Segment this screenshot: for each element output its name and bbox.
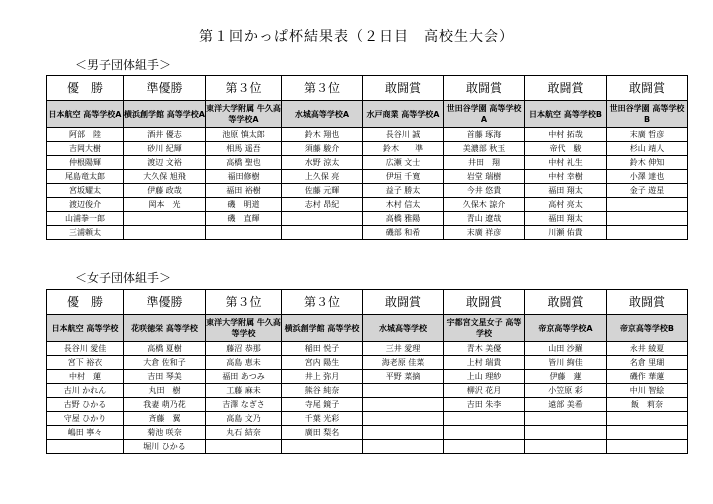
rank-cell: 第３位	[206, 290, 282, 315]
rank-cell: 準優勝	[124, 76, 206, 101]
school-name-cell: 日本航空 高等学校	[47, 315, 124, 342]
player-name-cell: 皆川 絢佳	[525, 356, 607, 370]
player-name-cell: 長谷川 愛佳	[47, 342, 124, 356]
player-name-cell: 高橋 夏樹	[124, 342, 206, 356]
player-name-cell: 寺尾 鏡子	[282, 398, 363, 412]
player-name-cell: 三浦頼太	[47, 226, 124, 240]
player-name-cell: 池原 慎太郎	[206, 128, 282, 142]
player-row	[47, 156, 688, 170]
player-name-cell: 中川 智絵	[607, 384, 688, 398]
player-name-cell: 丸石 結奈	[206, 426, 282, 440]
player-name-cell: 小笠原 彩	[525, 384, 607, 398]
player-name-cell: 吉田 朱李	[444, 398, 525, 412]
player-name-cell: 上久保 亮	[282, 170, 363, 184]
player-name-cell	[363, 398, 444, 412]
player-name-cell	[206, 440, 282, 454]
player-name-cell: 青山 遼哉	[444, 212, 525, 226]
player-name-cell: 伊藤 政哉	[124, 184, 206, 198]
player-name-cell: 吉澤 なぎさ	[206, 398, 282, 412]
player-row	[47, 370, 688, 384]
player-name-cell: 首藤 琢海	[444, 128, 525, 142]
player-name-cell: 伊垣 千寛	[363, 170, 444, 184]
player-name-cell: 古野 ひかる	[47, 398, 124, 412]
school-name-cell: 水城高等学校A	[282, 101, 363, 128]
player-name-cell	[282, 440, 363, 454]
rank-cell: 優 勝	[47, 290, 124, 315]
player-name-cell: 渡辺俊介	[47, 198, 124, 212]
player-name-cell	[607, 198, 688, 212]
player-name-cell: 宮下 裕衣	[47, 356, 124, 370]
player-name-cell: 丸田 樹	[124, 384, 206, 398]
player-name-cell: 磯 明道	[206, 198, 282, 212]
female-results-table	[46, 289, 688, 454]
rank-cell: 敢闘賞	[607, 76, 688, 101]
school-name-cell: 帝京高等学校A	[525, 315, 607, 342]
player-name-cell	[607, 426, 688, 440]
player-name-cell: 福田 あつみ	[206, 370, 282, 384]
player-name-cell: 高橋 聖也	[206, 156, 282, 170]
page-title: 第１回かっぱ杯結果表（２日目 高校生大会）	[199, 29, 514, 45]
player-name-cell: 大倉 佐和子	[124, 356, 206, 370]
player-row	[47, 128, 688, 142]
player-name-cell	[444, 440, 525, 454]
player-name-cell	[47, 440, 124, 454]
player-name-cell: 井田 翔	[444, 156, 525, 170]
player-name-cell: 美濃部 秋玉	[444, 142, 525, 156]
player-name-cell	[525, 440, 607, 454]
player-name-cell: 上山 理紗	[444, 370, 525, 384]
player-name-cell: 小澤 達也	[607, 170, 688, 184]
player-name-cell: 廣田 梨名	[282, 426, 363, 440]
player-name-cell: 千葉 光彩	[282, 412, 363, 426]
player-name-cell: 金子 遊星	[607, 184, 688, 198]
school-name-cell: 日本航空 高等学校A	[47, 101, 124, 128]
player-name-cell	[444, 412, 525, 426]
player-name-cell: 工藤 麻未	[206, 384, 282, 398]
player-name-cell: 広瀬 文士	[363, 156, 444, 170]
rank-cell: 準優勝	[124, 290, 206, 315]
player-name-cell: 福田 翔太	[525, 184, 607, 198]
player-name-cell	[607, 440, 688, 454]
player-name-cell: 遠部 美希	[525, 398, 607, 412]
player-row	[47, 212, 688, 226]
rank-cell: 敢闘賞	[444, 290, 525, 315]
player-name-cell	[607, 212, 688, 226]
rank-cell: 第３位	[206, 76, 282, 101]
player-name-cell: 鈴木 伸知	[607, 156, 688, 170]
player-name-cell: 益子 勝太	[363, 184, 444, 198]
player-name-cell	[363, 426, 444, 440]
player-name-cell: 上村 瑞貴	[444, 356, 525, 370]
player-name-cell	[363, 384, 444, 398]
player-name-cell: 磯 直輝	[206, 212, 282, 226]
player-name-cell: 志村 昂紀	[282, 198, 363, 212]
player-name-cell: 中村 拓哉	[525, 128, 607, 142]
player-name-cell: 岩堂 瑞樹	[444, 170, 525, 184]
player-row	[47, 184, 688, 198]
player-name-cell: 嶋田 寧々	[47, 426, 124, 440]
school-name-cell: 東洋大学附属 牛久高等学校A	[206, 101, 282, 128]
player-name-cell: 相馬 遥吾	[206, 142, 282, 156]
player-name-cell: 我妻 萌乃花	[124, 398, 206, 412]
player-name-cell: 吉田 琴美	[124, 370, 206, 384]
player-name-cell: 海老原 佳菜	[363, 356, 444, 370]
player-name-cell: 吉岡大樹	[47, 142, 124, 156]
player-name-cell: 木村 信太	[363, 198, 444, 212]
school-name-cell: 日本航空 高等学校B	[525, 101, 607, 128]
player-name-cell: 永井 綾夏	[607, 342, 688, 356]
player-name-cell: 斉藤 翼	[124, 412, 206, 426]
player-row	[47, 342, 688, 356]
player-name-cell	[124, 226, 206, 240]
school-name-cell: 水戸商業 高等学校A	[363, 101, 444, 128]
school-name-cell: 宇都宮文星女子 高等学校	[444, 315, 525, 342]
player-name-cell: 高橋 雅陽	[363, 212, 444, 226]
school-row	[47, 101, 688, 128]
player-name-cell	[607, 412, 688, 426]
rank-cell: 第３位	[282, 290, 363, 315]
player-name-cell: 高村 亮太	[525, 198, 607, 212]
player-row	[47, 398, 688, 412]
player-name-cell: 青木 美優	[444, 342, 525, 356]
player-name-cell: 高島 恵未	[206, 356, 282, 370]
player-name-cell: 名倉 里瑚	[607, 356, 688, 370]
rank-cell: 敢闘賞	[363, 76, 444, 101]
player-name-cell	[363, 412, 444, 426]
player-name-cell: 水野 涼太	[282, 156, 363, 170]
player-name-cell: 伊藤 蓮	[525, 370, 607, 384]
player-name-cell: 鈴木 凖	[363, 142, 444, 156]
player-row	[47, 384, 688, 398]
school-name-cell: 水城高等学校	[363, 315, 444, 342]
player-name-cell: 末廣 哲彦	[607, 128, 688, 142]
school-name-cell: 世田谷学園 高等学校B	[607, 101, 688, 128]
rank-cell: 第３位	[282, 76, 363, 101]
player-name-cell: 藤沼 恭那	[206, 342, 282, 356]
player-row	[47, 170, 688, 184]
player-row	[47, 226, 688, 240]
player-name-cell: 磯作 華蓮	[607, 370, 688, 384]
rank-cell: 優 勝	[47, 76, 124, 101]
player-name-cell: 須藤 駿介	[282, 142, 363, 156]
player-name-cell: 久保木 諒介	[444, 198, 525, 212]
player-name-cell	[363, 440, 444, 454]
player-name-cell: 福田 翔太	[525, 212, 607, 226]
player-name-cell	[607, 226, 688, 240]
player-name-cell: 中村 蓮	[47, 370, 124, 384]
player-name-cell: 柳沢 花月	[444, 384, 525, 398]
player-name-cell	[206, 226, 282, 240]
player-name-cell: 中村 幸樹	[525, 170, 607, 184]
school-name-cell: 花咲徳栄 高等学校	[124, 315, 206, 342]
player-name-cell	[525, 412, 607, 426]
player-name-cell: 福田 裕樹	[206, 184, 282, 198]
player-name-cell: 山浦拳一郎	[47, 212, 124, 226]
school-name-cell: 帝京高等学校B	[607, 315, 688, 342]
rank-cell: 敢闘賞	[525, 76, 607, 101]
player-name-cell: 砂川 紀輝	[124, 142, 206, 156]
player-name-cell: 佐藤 元輝	[282, 184, 363, 198]
male-results-table	[46, 75, 688, 240]
player-name-cell: 大久保 旭飛	[124, 170, 206, 184]
male-team-kumite-heading: ＜男子団体組手＞	[75, 58, 172, 72]
player-name-cell: 長谷川 誠	[363, 128, 444, 142]
player-name-cell: 川瀬 佑貴	[525, 226, 607, 240]
player-name-cell: 古川 かれん	[47, 384, 124, 398]
player-name-cell	[444, 426, 525, 440]
player-name-cell: 岡本 光	[124, 198, 206, 212]
player-row	[47, 142, 688, 156]
rank-row	[47, 290, 688, 315]
player-name-cell: 山田 沙羅	[525, 342, 607, 356]
player-name-cell: 酒井 優志	[124, 128, 206, 142]
rank-cell: 敢闘賞	[444, 76, 525, 101]
player-row	[47, 412, 688, 426]
rank-cell: 敢闘賞	[607, 290, 688, 315]
school-name-cell: 東洋大学附属 牛久高等学校	[206, 315, 282, 342]
rank-cell: 敢闘賞	[525, 290, 607, 315]
player-row	[47, 356, 688, 370]
player-name-cell: 守屋 ひかり	[47, 412, 124, 426]
player-name-cell: 平野 菜摘	[363, 370, 444, 384]
player-name-cell	[124, 212, 206, 226]
school-name-cell: 世田谷学園 高等学校A	[444, 101, 525, 128]
player-name-cell: 鈴木 翔也	[282, 128, 363, 142]
player-name-cell: 仲根陽輝	[47, 156, 124, 170]
player-name-cell: 今井 悠貴	[444, 184, 525, 198]
player-name-cell: 稲田 悦子	[282, 342, 363, 356]
player-name-cell: 渡辺 文裕	[124, 156, 206, 170]
female-team-kumite-heading: ＜女子団体組手＞	[75, 271, 172, 285]
player-name-cell: 磯部 和希	[363, 226, 444, 240]
player-name-cell: 末廣 祥彦	[444, 226, 525, 240]
rank-cell: 敢闘賞	[363, 290, 444, 315]
player-name-cell: 菊池 咲奈	[124, 426, 206, 440]
player-name-cell: 帝代 駿	[525, 142, 607, 156]
player-name-cell: 堀川 ひかる	[124, 440, 206, 454]
player-name-cell: 飯 莉奈	[607, 398, 688, 412]
player-name-cell: 高島 文乃	[206, 412, 282, 426]
player-name-cell: 三井 愛理	[363, 342, 444, 356]
player-name-cell: 中村 礼生	[525, 156, 607, 170]
school-row	[47, 315, 688, 342]
rank-row	[47, 76, 688, 101]
player-name-cell: 宮内 陽生	[282, 356, 363, 370]
player-name-cell	[525, 426, 607, 440]
player-row	[47, 198, 688, 212]
school-name-cell: 横浜創学館 高等学校	[282, 315, 363, 342]
player-name-cell: 尾島竜太郎	[47, 170, 124, 184]
player-name-cell: 井上 弥月	[282, 370, 363, 384]
player-name-cell	[282, 226, 363, 240]
player-row	[47, 440, 688, 454]
school-name-cell: 横浜創学館 高等学校A	[124, 101, 206, 128]
player-row	[47, 426, 688, 440]
player-name-cell: 阿部 陸	[47, 128, 124, 142]
player-name-cell: 宮坂耀太	[47, 184, 124, 198]
player-name-cell	[282, 212, 363, 226]
player-name-cell: 福田修樹	[206, 170, 282, 184]
player-name-cell: 熊谷 純奈	[282, 384, 363, 398]
player-name-cell: 杉山 靖人	[607, 142, 688, 156]
